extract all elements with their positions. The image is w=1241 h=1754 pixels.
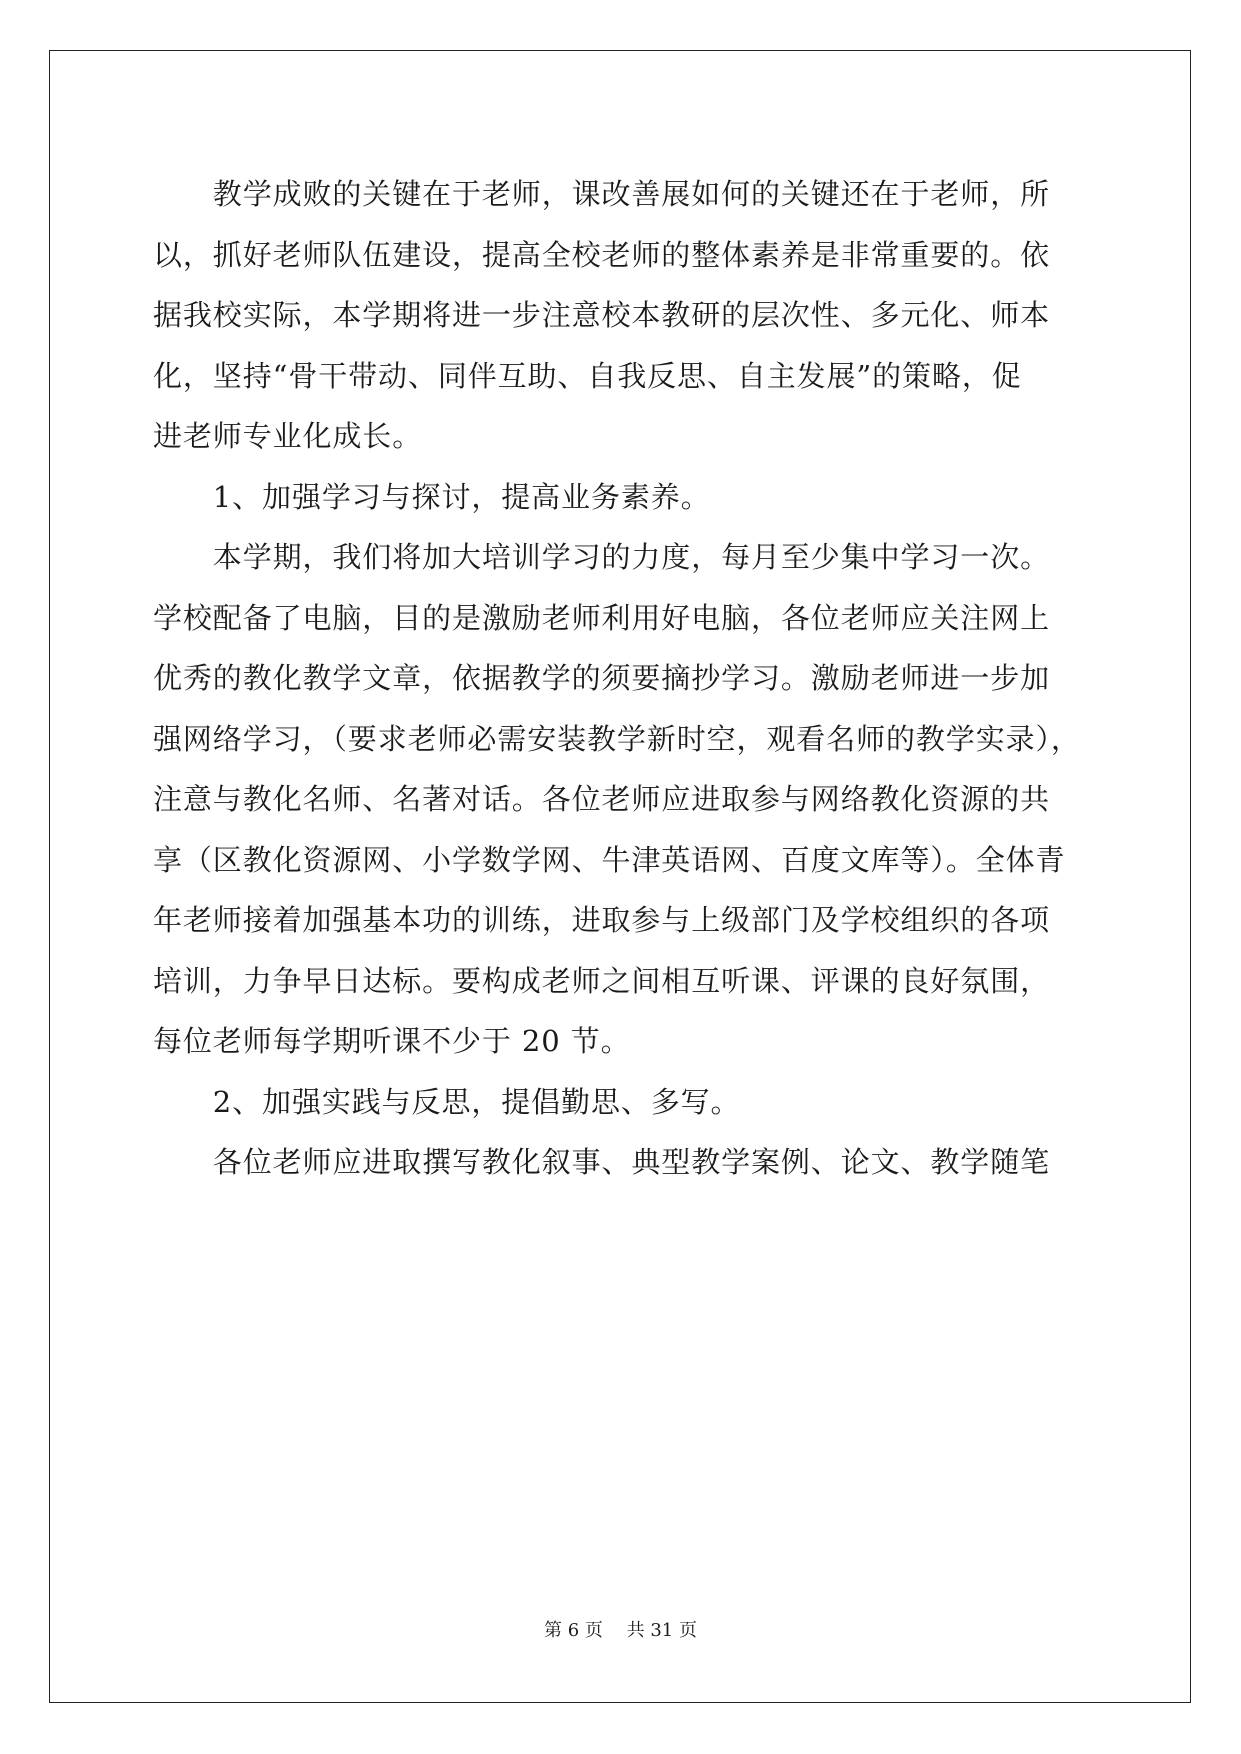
text-line: 每位老师每学期听课不少于 20 节。	[153, 1024, 631, 1058]
text-line: 年老师接着加强基本功的训练，进取参与上级部门及学校组织的各项	[153, 903, 1051, 937]
text-line: 据我校实际，本学期将进一步注意校本教研的层次性、多元化、师本	[153, 298, 1051, 332]
section-heading-2: 2、加强实践与反思，提倡勤思、多写。	[153, 1084, 741, 1119]
text-line: 享（区教化资源网、小学数学网、牛津英语网、百度文库等）。全体青	[153, 842, 1066, 877]
page-footer: 第 6 页 共 31 页	[544, 1620, 697, 1641]
text-line: 强网络学习，（要求老师必需安装教学新时空，观看名师的教学实录），	[153, 721, 1081, 756]
text-line: 培训，力争早日达标。要构成老师之间相互听课、评课的良好氛围，	[153, 963, 1051, 998]
text-line: 各位老师应进取撰写教化叙事、典型教学案例、论文、教学随笔	[153, 1145, 1051, 1179]
text-line: 本学期，我们将加大培训学习的力度，每月至少集中学习一次。	[153, 540, 1051, 574]
text-line: 优秀的教化教学文章，依据教学的须要摘抄学习。激励老师进一步加	[153, 661, 1051, 695]
text-line: 以，抓好老师队伍建设，提高全校老师的整体素养是非常重要的。依	[153, 237, 1051, 272]
text-line: 化，坚持“骨干带动、同伴互助、自我反思、自主发展”的策略，促	[153, 358, 1022, 393]
document-body	[153, 164, 1093, 1193]
text-line: 注意与教化名师、名著对话。各位老师应进取参与网络教化资源的共	[153, 782, 1051, 816]
text-line: 教学成败的关键在于老师，课改善展如何的关键还在于老师，所	[153, 177, 1051, 211]
section-heading-1: 1、加强学习与探讨，提高业务素养。	[153, 479, 711, 514]
text-line: 学校配备了电脑，目的是激励老师利用好电脑，各位老师应关注网上	[153, 600, 1051, 635]
text-line: 进老师专业化成长。	[153, 419, 423, 453]
